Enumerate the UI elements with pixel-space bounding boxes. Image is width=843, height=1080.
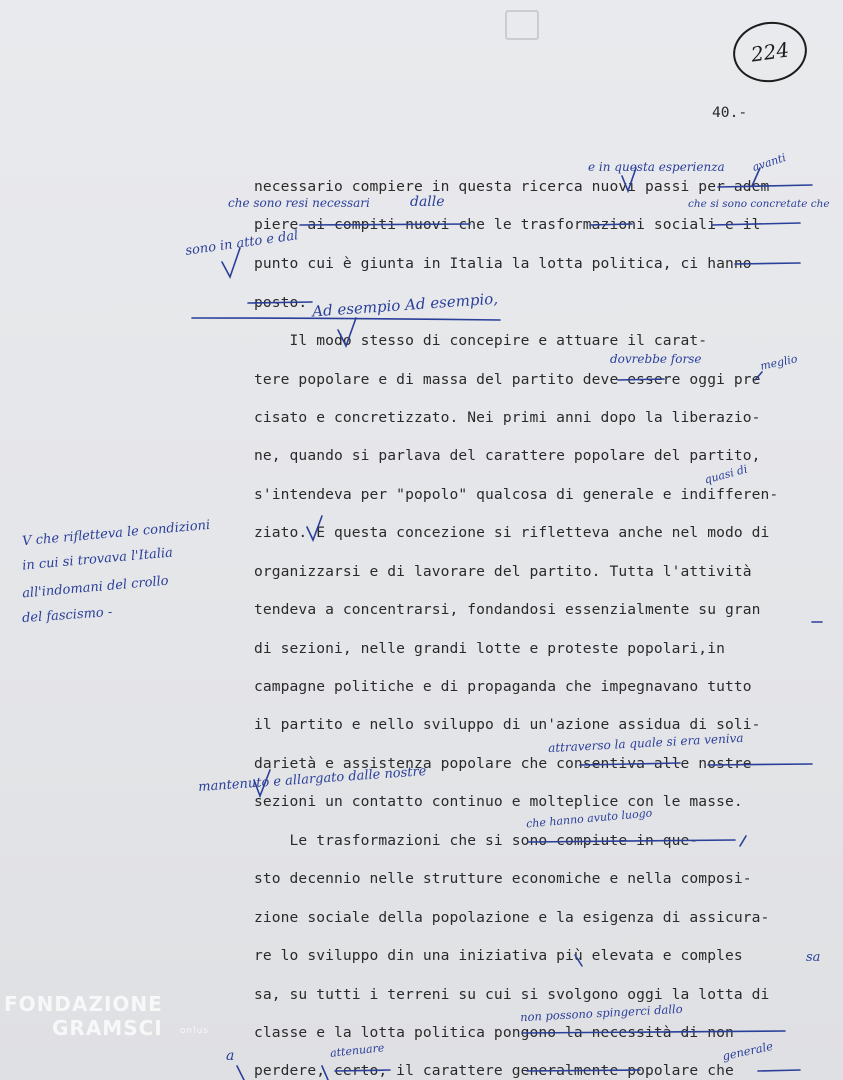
handwritten-note: generale xyxy=(721,1038,775,1064)
handwritten-note: attenuare xyxy=(329,1041,385,1060)
handwritten-note: che sono resi necessari xyxy=(228,196,370,210)
watermark-line: onlus xyxy=(180,1026,210,1036)
handwritten-note: a xyxy=(226,1048,235,1064)
handwritten-note: dovrebbe forse xyxy=(610,352,702,366)
handwritten-note: non possono spingerci dallo xyxy=(519,1001,683,1025)
watermark-line: FONDAZIONE xyxy=(4,992,163,1016)
handwritten-note: avanti xyxy=(750,151,788,174)
typed-line: s'intendeva per "popolo" qualcosa di generale e indifferen- xyxy=(254,486,779,503)
typed-line: ziato. E questa concezione si rifletteva anche nel modo di xyxy=(254,524,770,541)
typed-line: darietà e assistenza popolare che consentiva alle nostre xyxy=(254,755,752,772)
typed-line: Le trasformazioni che si sono compiute in que- xyxy=(254,832,699,849)
handwritten-note: mantenuto e allargato dalle nostre xyxy=(197,764,427,795)
handwritten-note: in cui si trovava l'Italia xyxy=(21,545,174,574)
typed-line: campagne politiche e di propaganda che impegnavano tutto xyxy=(254,678,752,695)
typed-line: cisato e concretizzato. Nei primi anni dopo la liberazio- xyxy=(254,409,761,426)
handwritten-note: dalle xyxy=(410,194,445,210)
handwritten-note: sono in atto e dal xyxy=(184,228,300,259)
typed-line: punto cui è giunta in Italia la lotta politica, ci hanno xyxy=(254,255,752,272)
typed-line: tere popolare e di massa del partito deve essere oggi pre xyxy=(254,371,761,388)
typed-line: sa, su tutti i terreni su cui si svolgono oggi la lotta di xyxy=(254,986,770,1003)
typed-line: sezioni un contatto continuo e molteplice con le masse. xyxy=(254,793,743,810)
handwritten-note: meglio xyxy=(759,352,799,373)
handwritten-note: e in questa esperienza xyxy=(588,160,725,174)
watermark-line: GRAMSCI xyxy=(52,1016,163,1040)
typed-line: classe e la lotta politica pongono la necessità di non xyxy=(254,1024,734,1041)
typed-line: sto decennio nelle strutture economiche e nella composi- xyxy=(254,870,752,887)
handwritten-note: V che rifletteva le condizioni xyxy=(21,517,211,550)
typed-line: il partito e nello sviluppo di un'azione assidua di soli- xyxy=(254,716,761,733)
handwritten-note: sa xyxy=(806,950,821,965)
typed-line: Il modo stesso di concepire e attuare il carat- xyxy=(254,332,708,349)
handwritten-note: attraverso la quale si era veniva xyxy=(547,730,744,756)
typed-line: di sezioni, nelle grandi lotte e proteste popolari,in xyxy=(254,640,725,657)
handwritten-note: che hanno avuto luogo xyxy=(525,806,653,831)
page-number: 40.- xyxy=(712,104,748,121)
typed-line: posto. xyxy=(254,294,308,311)
fondazione-gramsci-watermark xyxy=(4,992,210,1040)
handwritten-note: all'indomani del crollo xyxy=(21,573,170,602)
handwritten-note: Ad esempio Ad esempio, xyxy=(311,289,499,321)
handwritten-note: che si sono concretate che xyxy=(688,198,830,210)
stamp-number: 224 xyxy=(749,37,791,67)
typed-line: perdere, certo, il carattere generalmente popolare che xyxy=(254,1062,734,1079)
typed-line: necessario compiere in questa ricerca nuovi passi per adem xyxy=(254,178,770,195)
handwritten-note: del fascismo - xyxy=(21,604,113,627)
typed-line: zione sociale della popolazione e la esigenza di assicura- xyxy=(254,909,770,926)
typed-line: ne, quando si parlava del carattere popolare del partito, xyxy=(254,447,761,464)
archive-mark xyxy=(505,10,539,40)
typed-line: tendeva a concentrarsi, fondandosi essenzialmente su gran xyxy=(254,601,761,618)
handwritten-note: quasi di xyxy=(703,462,749,487)
typed-line: organizzarsi e di lavorare del partito. Tutta l'attività xyxy=(254,563,752,580)
typed-line: piere ai compiti nuovi che le trasformazioni sociali e il xyxy=(254,216,761,233)
typed-line: re lo sviluppo din una iniziativa più elevata e comples xyxy=(254,947,743,964)
